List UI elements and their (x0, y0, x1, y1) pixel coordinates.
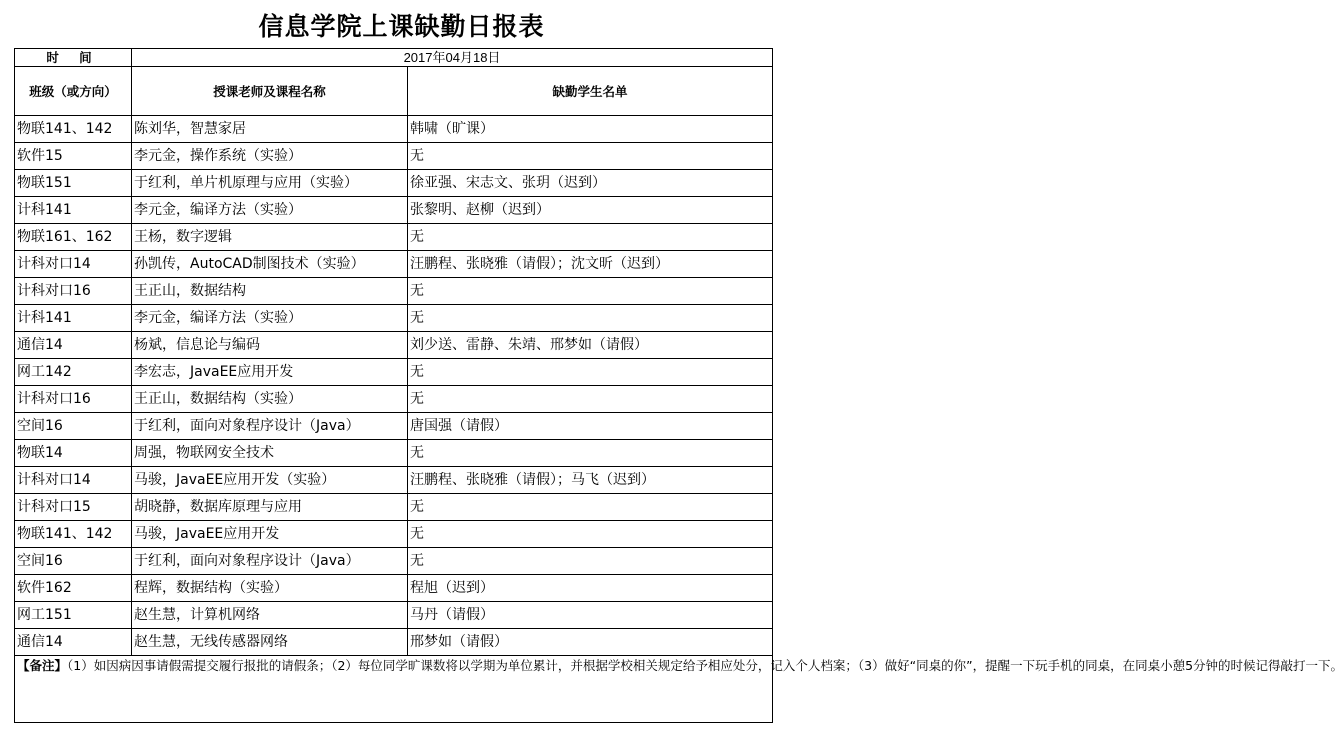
absent-students-cell: 无 (408, 359, 773, 386)
teacher-course-cell: 李元金，编译方法（实验） (132, 197, 408, 224)
note-row (15, 656, 773, 723)
table-row (15, 494, 773, 521)
teacher-course-cell: 周强，物联网安全技术 (132, 440, 408, 467)
absent-students-cell: 无 (408, 440, 773, 467)
table-row (15, 467, 773, 494)
column-header-row (15, 67, 773, 116)
column-header-absent: 缺勤学生名单 (408, 67, 773, 116)
class-cell: 空间16 (15, 548, 132, 575)
teacher-course-cell: 杨斌，信息论与编码 (132, 332, 408, 359)
class-cell: 软件15 (15, 143, 132, 170)
teacher-course-cell: 于红利，面向对象程序设计（Java） (132, 413, 408, 440)
teacher-course-cell: 程辉，数据结构（实验） (132, 575, 408, 602)
table-row (15, 575, 773, 602)
table-row (15, 359, 773, 386)
class-cell: 计科141 (15, 197, 132, 224)
class-cell: 物联161、162 (15, 224, 132, 251)
absent-students-cell: 无 (408, 521, 773, 548)
teacher-course-cell: 陈刘华，智慧家居 (132, 116, 408, 143)
table-row (15, 413, 773, 440)
absent-students-cell: 程旭（迟到） (408, 575, 773, 602)
table-row (15, 602, 773, 629)
table-row (15, 629, 773, 656)
class-cell: 通信14 (15, 629, 132, 656)
column-header-teacher-course: 授课老师及课程名称 (132, 67, 408, 116)
teacher-course-cell: 王正山，数据结构（实验） (132, 386, 408, 413)
table-row (15, 548, 773, 575)
class-cell: 网工151 (15, 602, 132, 629)
table-row (15, 278, 773, 305)
teacher-course-cell: 赵生慧，无线传感器网络 (132, 629, 408, 656)
class-cell: 通信14 (15, 332, 132, 359)
table-row (15, 224, 773, 251)
class-cell: 物联14 (15, 440, 132, 467)
absent-students-cell: 无 (408, 548, 773, 575)
table-row (15, 197, 773, 224)
class-cell: 空间16 (15, 413, 132, 440)
class-cell: 物联151 (15, 170, 132, 197)
absence-report-table (14, 48, 1343, 723)
absent-students-cell: 徐亚强、宋志文、张玥（迟到） (408, 170, 773, 197)
teacher-course-cell: 王正山，数据结构 (132, 278, 408, 305)
class-cell: 计科对口16 (15, 386, 132, 413)
absent-students-cell: 汪鹏程、张晓雅（请假）；马飞（迟到） (408, 467, 773, 494)
table-row (15, 521, 773, 548)
teacher-course-cell: 王杨，数字逻辑 (132, 224, 408, 251)
teacher-course-cell: 马骏，JavaEE应用开发（实验） (132, 467, 408, 494)
teacher-course-cell: 李宏志，JavaEE应用开发 (132, 359, 408, 386)
absent-students-cell: 刘少送、雷静、朱靖、邢梦如（请假） (408, 332, 773, 359)
absent-students-cell: 无 (408, 143, 773, 170)
note-tag: 【备注】 (17, 658, 68, 673)
absent-students-cell: 无 (408, 278, 773, 305)
column-header-class: 班级（或方向） (15, 67, 132, 116)
absent-students-cell: 无 (408, 305, 773, 332)
class-cell: 软件162 (15, 575, 132, 602)
class-cell: 计科对口14 (15, 467, 132, 494)
absent-students-cell: 无 (408, 224, 773, 251)
date-row (15, 49, 773, 67)
teacher-course-cell: 于红利，单片机原理与应用（实验） (132, 170, 408, 197)
note-text: （1）如因病因事请假需提交履行报批的请假条；（2）每位同学旷课数将以学期为单位累计，并根据学校相关规定给予相应处分，记入个人档案；（3）做好“同桌的你”，提醒一下玩手机的同桌，在同桌小憩5分钟的时候记得敲打一下。 (67, 658, 1343, 673)
teacher-course-cell: 孙凯传，AutoCAD制图技术（实验） (132, 251, 408, 278)
teacher-course-cell: 赵生慧，计算机网络 (132, 602, 408, 629)
teacher-course-cell: 李元金，操作系统（实验） (132, 143, 408, 170)
absent-students-cell: 无 (408, 386, 773, 413)
table-row (15, 440, 773, 467)
teacher-course-cell: 马骏，JavaEE应用开发 (132, 521, 408, 548)
report-title: 信息学院上课缺勤日报表 (258, 12, 545, 41)
class-cell: 计科对口14 (15, 251, 132, 278)
table-row (15, 116, 773, 143)
class-cell: 计科对口15 (15, 494, 132, 521)
table-row (15, 332, 773, 359)
table-row (15, 305, 773, 332)
class-cell: 计科对口16 (15, 278, 132, 305)
teacher-course-cell: 李元金，编译方法（实验） (132, 305, 408, 332)
absent-students-cell: 韩啸（旷课） (408, 116, 773, 143)
table-row (15, 251, 773, 278)
table-row (15, 143, 773, 170)
teacher-course-cell: 胡晓静，数据库原理与应用 (132, 494, 408, 521)
absent-students-cell: 汪鹏程、张晓雅（请假）；沈文昕（迟到） (408, 251, 773, 278)
class-cell: 物联141、142 (15, 521, 132, 548)
note-cell (15, 656, 1343, 723)
absent-students-cell: 张黎明、赵柳（迟到） (408, 197, 773, 224)
absent-students-cell: 无 (408, 494, 773, 521)
class-cell: 物联141、142 (15, 116, 132, 143)
absent-students-cell: 邢梦如（请假） (408, 629, 773, 656)
report-date: 2017年04月18日 (132, 49, 773, 67)
time-label: 时 间 (15, 49, 132, 67)
class-cell: 网工142 (15, 359, 132, 386)
table-row (15, 386, 773, 413)
table-row (15, 170, 773, 197)
absent-students-cell: 唐国强（请假） (408, 413, 773, 440)
class-cell: 计科141 (15, 305, 132, 332)
absent-students-cell: 马丹（请假） (408, 602, 773, 629)
teacher-course-cell: 于红利，面向对象程序设计（Java） (132, 548, 408, 575)
